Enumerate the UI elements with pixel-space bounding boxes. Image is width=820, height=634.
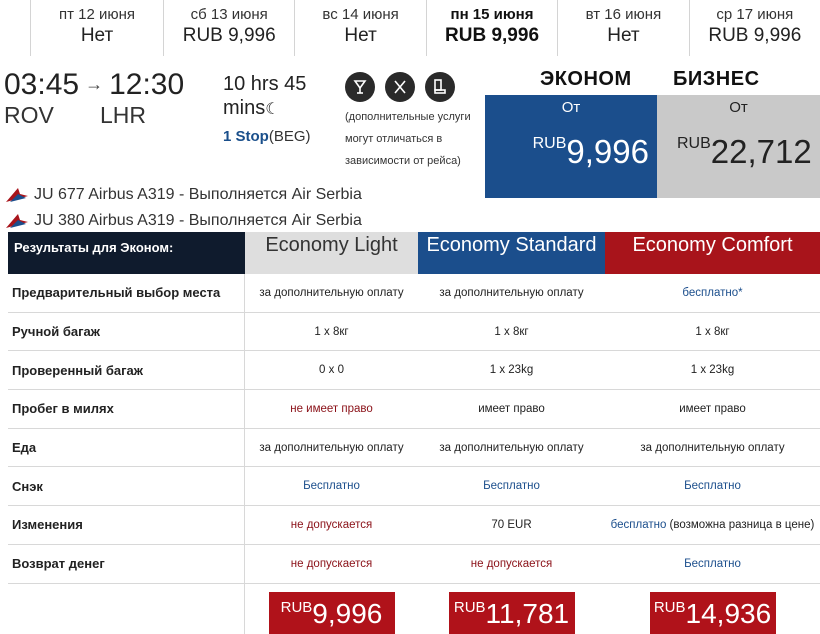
- fare-header-comfort[interactable]: Economy Comfort: [605, 232, 820, 274]
- fare-header-light[interactable]: Economy Light: [245, 232, 418, 274]
- meal-icon: [385, 72, 415, 102]
- segment-row: [4, 182, 362, 208]
- cell: Бесплатно: [684, 557, 741, 570]
- drink-icon: [345, 72, 375, 102]
- cell: за дополнительную оплату: [259, 441, 404, 454]
- fare-comparison-table: [8, 232, 820, 634]
- table-row: [8, 313, 820, 352]
- destination-airport: LHR: [100, 102, 147, 128]
- cell: Бесплатно: [483, 480, 540, 493]
- cell-part: (возможна разница в цене): [666, 518, 815, 531]
- cell: 1 x 8кг: [494, 325, 529, 338]
- cell: 70 EUR: [491, 518, 532, 531]
- flight-duration: [223, 72, 323, 145]
- business-price: 22,712: [710, 133, 812, 170]
- cell: 1 x 23kg: [690, 364, 735, 377]
- cell: не допускается: [290, 557, 373, 570]
- segment-text: JU 380 Airbus A319 - Выполняется Air Serbia: [34, 212, 362, 229]
- cell: 1 x 8кг: [695, 325, 730, 338]
- select-comfort-button[interactable]: [650, 592, 776, 634]
- row-label: Возврат денег: [8, 545, 245, 583]
- economy-cabin-title: ЭКОНОМ: [540, 68, 632, 90]
- table-row: [8, 351, 820, 390]
- from-label: От: [729, 99, 748, 116]
- date-label: пт 12 июня: [58, 6, 136, 23]
- economy-fare-box[interactable]: [485, 95, 657, 198]
- date-tab-2[interactable]: [295, 0, 426, 56]
- currency: RUB: [653, 599, 686, 616]
- table-row: [8, 467, 820, 506]
- cell: [605, 519, 820, 531]
- date-price: Нет: [344, 25, 377, 46]
- amenities: [345, 72, 485, 172]
- date-tab-0[interactable]: [30, 0, 164, 56]
- date-tab-3-selected[interactable]: [427, 0, 558, 56]
- row-label: Снэк: [8, 467, 245, 505]
- stops-count: 1 Stop: [223, 128, 269, 145]
- origin-airport: ROV: [4, 102, 54, 128]
- currency: RUB: [677, 135, 711, 152]
- fare-header-standard[interactable]: Economy Standard: [418, 232, 605, 274]
- cell: 1 x 8кг: [314, 325, 349, 338]
- date-selector: [0, 0, 820, 56]
- price: 14,936: [685, 597, 772, 629]
- from-label: От: [561, 99, 581, 116]
- duration-text: 10 hrs 45: [223, 73, 307, 95]
- amenities-note: (дополнительные услуги могут отличаться в зависимости от рейса): [345, 111, 471, 167]
- cell: за дополнительную оплату: [439, 286, 584, 299]
- row-label: Предварительный выбор места: [8, 274, 245, 312]
- air-serbia-logo-icon: [4, 212, 30, 230]
- seat-icon: [425, 72, 455, 102]
- stops-info[interactable]: [223, 128, 323, 145]
- date-price: RUB 9,996: [445, 25, 540, 46]
- price: 11,781: [485, 597, 570, 629]
- table-row: [8, 545, 820, 584]
- results-header-label: Результаты для Эконом:: [8, 232, 245, 274]
- cell: имеет право: [679, 402, 746, 415]
- table-row: [8, 274, 820, 313]
- row-label: Изменения: [8, 506, 245, 544]
- cell: 1 x 23kg: [489, 364, 534, 377]
- currency: RUB: [453, 599, 486, 616]
- cell: не допускается: [470, 557, 553, 570]
- flight-segments: [4, 182, 362, 234]
- cell: Бесплатно: [684, 480, 741, 493]
- date-label: сб 13 июня: [190, 6, 268, 23]
- cell: за дополнительную оплату: [439, 441, 584, 454]
- row-label: Ручной багаж: [8, 313, 245, 351]
- date-label: вс 14 июня: [322, 6, 399, 23]
- date-price: Нет: [80, 25, 114, 46]
- select-light-button[interactable]: [269, 592, 395, 634]
- currency: RUB: [532, 135, 567, 152]
- row-label: Еда: [8, 429, 245, 467]
- arrow-right-icon: →: [85, 74, 104, 94]
- cell: Бесплатно: [303, 480, 360, 493]
- date-price: RUB 9,996: [708, 25, 802, 46]
- cell: имеет право: [478, 402, 545, 415]
- duration-text-2: mins: [223, 97, 266, 119]
- cell-part: бесплатно: [610, 518, 667, 531]
- table-row: [8, 390, 820, 429]
- business-fare-box[interactable]: [657, 95, 820, 198]
- departure-time: 03:45: [4, 68, 80, 101]
- date-tab-1[interactable]: [164, 0, 295, 56]
- date-label: ср 17 июня: [716, 6, 794, 23]
- date-tab-5[interactable]: [690, 0, 820, 56]
- segment-row: [4, 208, 362, 234]
- date-price: Нет: [607, 25, 640, 46]
- cell: за дополнительную оплату: [640, 441, 785, 454]
- air-serbia-logo-icon: [4, 186, 30, 204]
- price: 9,996: [312, 597, 383, 629]
- arrival-time: 12:30: [109, 68, 185, 101]
- date-tab-4[interactable]: [558, 0, 689, 56]
- row-label: Проверенный багаж: [8, 351, 245, 389]
- select-standard-button[interactable]: [449, 592, 575, 634]
- cell: не имеет право: [290, 402, 373, 415]
- date-label: вт 16 июня: [585, 6, 662, 23]
- table-row: [8, 506, 820, 545]
- cell: за дополнительную оплату: [259, 286, 404, 299]
- date-label: пн 15 июня: [450, 6, 534, 23]
- flight-times: [4, 68, 184, 129]
- table-row: [8, 429, 820, 468]
- segment-text: JU 677 Airbus A319 - Выполняется Air Serbia: [34, 186, 362, 203]
- date-price: RUB 9,996: [182, 25, 276, 46]
- stops-via: (BEG): [268, 128, 311, 145]
- currency: RUB: [280, 599, 313, 616]
- business-cabin-title: БИЗНЕС: [673, 68, 760, 90]
- cell: бесплатно*: [682, 286, 743, 299]
- row-label: Пробег в милях: [8, 390, 245, 428]
- cell: 0 x 0: [319, 364, 344, 377]
- cell: не допускается: [290, 518, 373, 531]
- overnight-moon-icon: ☾: [265, 101, 280, 118]
- economy-price: 9,996: [566, 133, 649, 170]
